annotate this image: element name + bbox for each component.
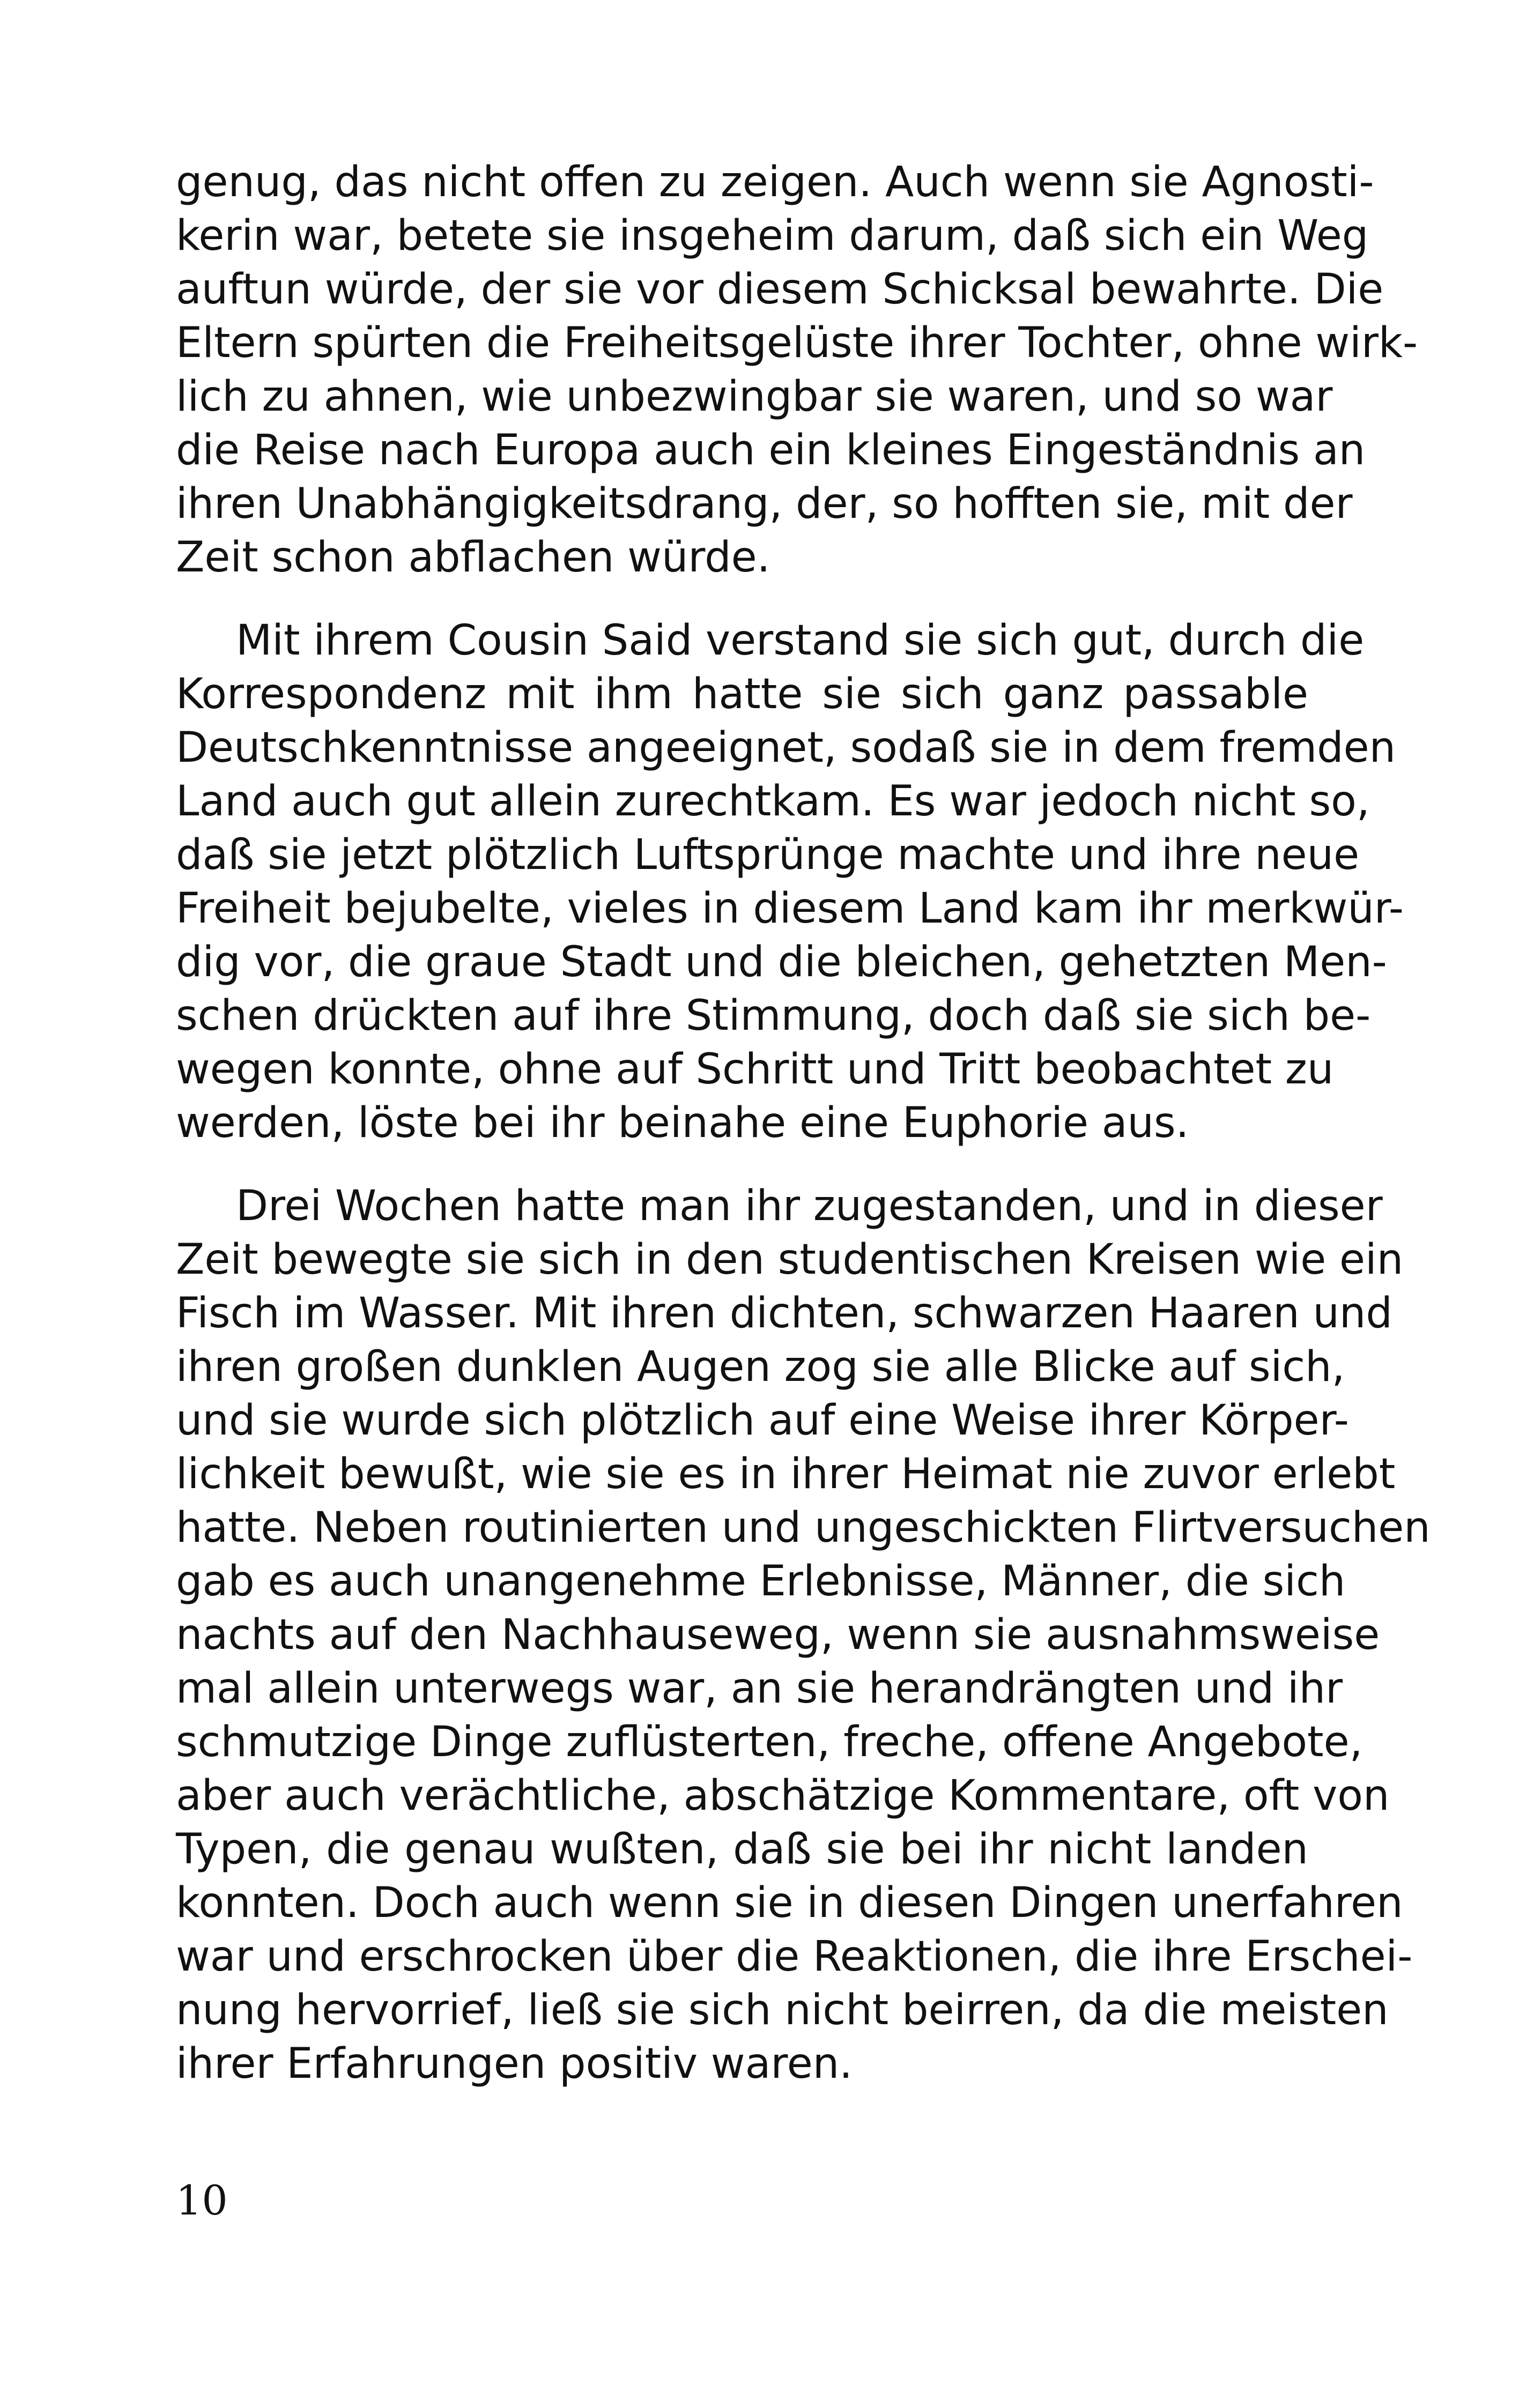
text-line: Fisch im Wasser. Mit ihren dichten, schwarzen Haaren und <box>176 1289 1392 1337</box>
text-line: schmutzige Dinge zuflüsterten, freche, offene Angebote, <box>176 1718 1363 1766</box>
text-line: schen drückten auf ihre Stimmung, doch daß sie sich be- <box>176 992 1371 1040</box>
text-line: ihren Unabhängigkeitsdrang, der, so hofften sie, mit der <box>176 480 1353 528</box>
text-line: konnten. Doch auch wenn sie in diesen Dingen unerfahren <box>176 1879 1403 1927</box>
text-line: Land auch gut allein zurechtkam. Es war jedoch nicht so, <box>176 777 1370 826</box>
text-line: ihrer Erfahrungen positiv waren. <box>176 2040 853 2088</box>
text-line: gab es auch unangenehme Erlebnisse, Männer, die sich <box>176 1557 1346 1606</box>
text-line: Eltern spürten die Freiheitsgelüste ihrer Tochter, ohne wirk- <box>176 319 1418 367</box>
text-line: nachts auf den Nachhauseweg, wenn sie ausnahmsweise <box>176 1611 1380 1659</box>
text-line: genug, das nicht offen zu zeigen. Auch wenn sie Agnosti- <box>176 158 1374 206</box>
text-line: Zeit bewegte sie sich in den studentischen Kreisen wie ein <box>176 1236 1404 1284</box>
paragraph-3 <box>176 1179 1431 2091</box>
text-line: mal allein unterwegs war, an sie herandrängten und ihr <box>176 1664 1343 1713</box>
paragraph-2 <box>176 614 1404 1150</box>
text-line: Deutschkenntnisse angeeignet, sodaß sie in dem fremden <box>176 724 1396 772</box>
text-line: Drei Wochen hatte man ihr zugestanden, und in dieser <box>236 1182 1383 1230</box>
text-line: daß sie jetzt plötzlich Luftsprünge machte und ihre neue <box>176 831 1360 879</box>
page-number: 10 <box>176 2176 228 2224</box>
text-line: und sie wurde sich plötzlich auf eine Weise ihrer Körper- <box>176 1396 1349 1445</box>
text-line: war und erschrocken über die Reaktionen, die ihre Erschei- <box>176 1933 1413 1981</box>
text-line: nung hervorrief, ließ sie sich nicht beirren, da die meisten <box>176 1986 1389 2034</box>
text-line: wegen konnte, ohne auf Schritt und Tritt beobachtet zu <box>176 1045 1334 1094</box>
text-line: lichkeit bewußt, wie sie es in ihrer Heimat nie zuvor erlebt <box>176 1450 1396 1498</box>
text-line: aber auch verächtliche, abschätzige Kommentare, oft von <box>176 1772 1390 1820</box>
text-line: Zeit schon abflachen würde. <box>176 533 770 582</box>
text-line: Typen, die genau wußten, daß sie bei ihr nicht landen <box>176 1825 1308 1874</box>
text-line: dig vor, die graue Stadt und die bleichen, gehetzten Men- <box>176 938 1387 986</box>
body-text <box>176 155 1431 2091</box>
text-line: kerin war, betete sie insgeheim darum, daß sich ein Weg <box>176 212 1369 260</box>
text-line: die Reise nach Europa auch ein kleines Eingeständnis an <box>176 426 1366 474</box>
text-line: hatte. Neben routinierten und ungeschickten Flirtversuchen <box>176 1504 1431 1552</box>
paragraph-spacer <box>176 584 1308 614</box>
text-line: Freiheit bejubelte, vieles in diesem Land kam ihr merkwür- <box>176 885 1404 933</box>
text-line: auftun würde, der sie vor diesem Schicksal bewahrte. Die <box>176 265 1384 314</box>
paragraph-1 <box>176 155 1418 584</box>
text-line: Korrespondenz mit ihm hatte sie sich ganz passable <box>176 670 1308 718</box>
text-line: werden, löste bei ihr beinahe eine Euphorie aus. <box>176 1099 1189 1147</box>
text-line: Mit ihrem Cousin Said verstand sie sich gut, durch die <box>236 616 1365 665</box>
text-line: ihren großen dunklen Augen zog sie alle Blicke auf sich, <box>176 1343 1345 1391</box>
paragraph-spacer <box>176 1150 1308 1179</box>
text-line: lich zu ahnen, wie unbezwingbar sie waren, und so war <box>176 373 1333 421</box>
